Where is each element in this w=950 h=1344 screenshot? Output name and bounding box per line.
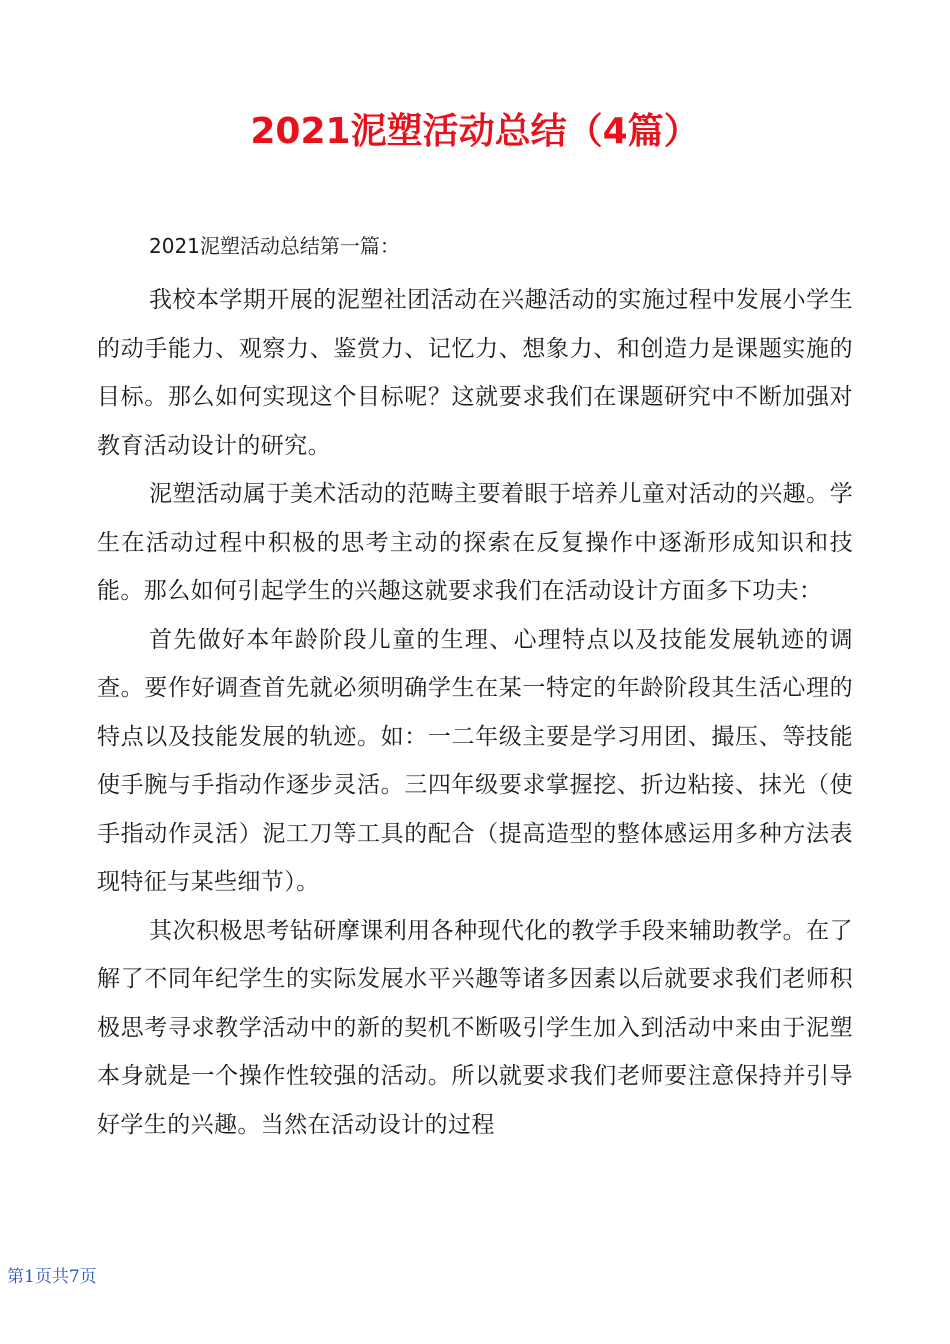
document-title: 2021泥塑活动总结（4篇） <box>250 111 700 152</box>
section-heading: 2021泥塑活动总结第一篇： <box>149 234 400 258</box>
paragraph-1: 我校本学期开展的泥塑社团活动在兴趣活动的实施过程中发展小学生的动手能力、观察力、鉴赏力、记忆力、想象力、和创造力是课题实施的目标。那么如何实现这个目标呢？这就要求我们在课题研究中不断加强对教育活动设计的研究。 <box>97 287 853 459</box>
paragraph-4: 其次积极思考钻研摩课利用各种现代化的教学手段来辅助教学。在了解了不同年纪学生的实际发展水平兴趣等诸多因素以后就要求我们老师积极思考寻求教学活动中的新的契机不断吸引学生加入到活动中来由于泥塑本身就是一个操作性较强的活动。所以就要求我们老师要注意保持并引导好学生的兴趣。当然在活动设计的过程 <box>97 917 853 1138</box>
document-body <box>97 230 853 1149</box>
page-number-footer: 第1页共7页 <box>7 1267 97 1287</box>
paragraph-3: 首先做好本年龄阶段儿童的生理、心理特点以及技能发展轨迹的调查。要作好调查首先就必须明确学生在某一特定的年龄阶段其生活心理的特点以及技能发展的轨迹。如：一二年级主要是学习用团、撮压、等技能使手腕与手指动作逐步灵活。三四年级要求掌握挖、折边粘接、抹光（使手指动作灵活）泥工刀等工具的配合（提高造型的整体感运用多种方法表现特征与某些细节）。 <box>97 626 853 895</box>
paragraph-2: 泥塑活动属于美术活动的范畴主要着眼于培养儿童对活动的兴趣。学生在活动过程中积极的思考主动的探索在反复操作中逐渐形成知识和技能。那么如何引起学生的兴趣这就要求我们在活动设计方面多下功夫： <box>97 481 853 604</box>
